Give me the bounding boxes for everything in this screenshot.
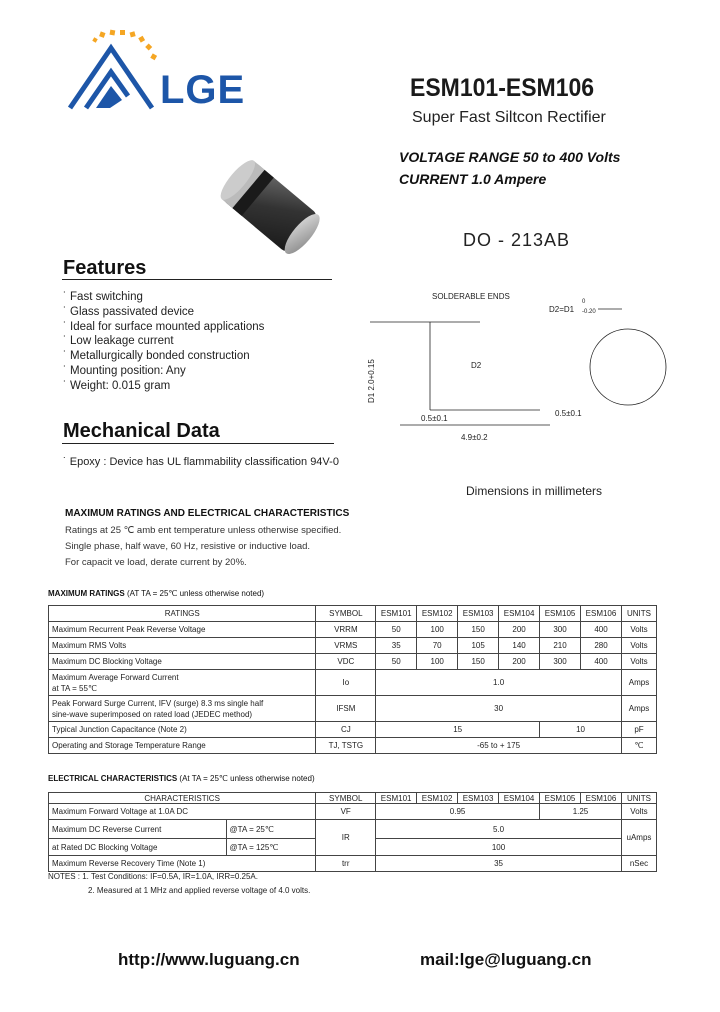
ratings-block-title: MAXIMUM RATINGS AND ELECTRICAL CHARACTERISTICS — [65, 508, 350, 519]
max-ratings-table-title: MAXIMUM RATINGS (AT TA = 25℃ unless otherwise noted) — [48, 589, 265, 598]
table-row: Maximum Reverse Recovery Time (Note 1) trr 35 nSec — [49, 856, 657, 872]
list-item: ˙ Fast switching — [63, 291, 143, 303]
table-row: Maximum Recurrent Peak Reverse Voltage VRRM 50 100 150 200 300 400 Volts — [49, 622, 657, 638]
list-item: ˙ Glass passivated device — [63, 305, 195, 318]
table-row: Typical Junction Capacitance (Note 2) CJ 15 10 pF — [49, 722, 657, 738]
length-dim: 4.9±0.2 — [461, 433, 488, 442]
list-item: ˙ Weight: 0.015 gram — [63, 379, 171, 392]
electrical-table-title: ELECTRICAL CHARACTERISTICS (At TA = 25℃ unless otherwise noted) — [48, 774, 315, 783]
current-rating: CURRENT 1.0 Ampere — [399, 171, 547, 187]
dimension-drawing — [360, 285, 720, 445]
voltage-range: VOLTAGE RANGE 50 to 400 Volts — [399, 149, 621, 165]
features-list — [63, 290, 264, 394]
d2-eq-d1-label: D2=D1 — [549, 305, 575, 314]
table-row: Maximum DC Reverse Current @TA = 25℃ IR 5.0 uAmps — [49, 820, 657, 839]
table-row: at Rated DC Blocking Voltage @TA = 125℃ 100 — [49, 839, 657, 856]
table-row: Maximum Forward Voltage at 1.0A DC VF 0.95 1.25 Volts — [49, 804, 657, 820]
list-item: ˙ Metallurgically bonded construction — [63, 350, 250, 363]
part-number-title: ESM101-ESM106 — [410, 74, 595, 102]
d1-label: D1 2.0+0.15 — [367, 359, 376, 403]
logo-text: LGE — [160, 68, 246, 112]
table-row: Maximum Average Forward Current at TA = 55℃ Io 1.0 Amps — [49, 670, 657, 696]
mechanical-heading: Mechanical Data — [63, 420, 220, 442]
mechanical-item: ˙ Epoxy : Device has UL flammability classification 94V-0 — [63, 456, 339, 468]
features-divider — [62, 279, 332, 280]
table-row: Operating and Storage Temperature Range TJ, TSTG -65 to + 175 ℃ — [49, 738, 657, 754]
end-left-dim: 0.5±0.1 — [421, 414, 448, 423]
d2-tolerance-bottom: -0.20 — [582, 309, 596, 315]
diode-package-image — [210, 150, 330, 265]
table-row: Maximum DC Blocking Voltage VDC 50 100 150 200 300 400 Volts — [49, 654, 657, 670]
list-item: ˙ Mounting position: Any — [63, 364, 186, 377]
max-ratings-table — [48, 605, 657, 754]
end-right-dim: 0.5±0.1 — [555, 409, 582, 418]
solderable-ends-label: SOLDERABLE ENDS — [432, 292, 510, 301]
list-item: ˙ Ideal for surface mounted applications — [63, 320, 265, 333]
dimensions-caption: Dimensions in millimeters — [466, 484, 603, 498]
website-link[interactable]: http://www.luguang.cn — [118, 950, 300, 969]
table-row: Peak Forward Surge Current, IFV (surge) 8.3 ms single half sine-wave superimposed on rated load (JEDEC method) IFSM 30 Amps — [49, 696, 657, 722]
table-row: Maximum RMS Volts VRMS 35 70 105 140 210 280 Volts — [49, 638, 657, 654]
electrical-table — [48, 792, 657, 872]
ratings-note: Ratings at 25 ℃ amb ent temperature unless otherwise specified. — [65, 525, 342, 536]
product-subtitle: Super Fast Siltcon Rectifier — [412, 109, 606, 126]
ratings-note: Single phase, half wave, 60 Hz, resistive or inductive load. — [65, 541, 311, 552]
email-link[interactable]: mail:lge@luguang.cn — [420, 950, 592, 969]
table-header-row: CHARACTERISTICS SYMBOL ESM101 ESM102 ESM103 ESM104 ESM105 ESM106 UNITS — [49, 793, 657, 804]
package-type: DO - 213AB — [463, 230, 571, 250]
mechanical-divider — [62, 443, 334, 444]
table-header-row: RATINGS SYMBOL ESM101 ESM102 ESM103 ESM104 ESM105 ESM106 UNITS — [49, 606, 657, 622]
d2-label: D2 — [471, 361, 482, 370]
note-line-1: NOTES : 1. Test Conditions: IF=0.5A, IR=1.0A, IRR=0.25A. — [48, 872, 258, 881]
d2-tolerance-top: 0 — [582, 299, 586, 305]
ratings-note: For capacit ve load, derate current by 20%. — [65, 557, 247, 568]
sunburst-icon — [92, 30, 157, 61]
note-line-2: 2. Measured at 1 MHz and applied reverse voltage of 4.0 volts. — [88, 886, 311, 895]
features-heading: Features — [63, 257, 147, 279]
list-item: ˙ Low leakage current — [63, 335, 174, 348]
